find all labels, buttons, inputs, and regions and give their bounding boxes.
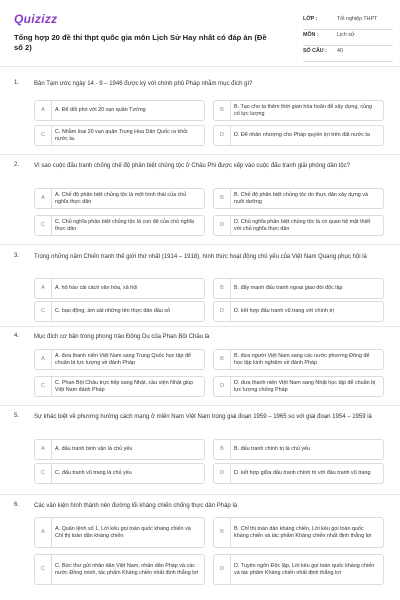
option-c[interactable] [34, 215, 205, 236]
option-a[interactable] [34, 517, 205, 548]
question-text: Các văn kiện hình thành nên đường lối kháng chiến chống thực dân Pháp là [34, 503, 238, 509]
question-divider [0, 326, 400, 327]
option-a[interactable] [34, 439, 205, 460]
question-text: Trong những năm Chiến tranh thế giới thứ nhất (1914 – 1918), hình thức hoạt động chủ yếu của Việt Nam Quang phục hội là [34, 254, 367, 260]
option-c[interactable] [34, 554, 205, 585]
option-text: C. bạo động, ám sát những tên thực dân đầu sỏ [55, 308, 171, 314]
option-letter: D [214, 126, 231, 145]
option-text: B. Tạo cho ta thêm thời gian hòa hoãn để xây dựng, củng cố lực lượng [234, 103, 373, 117]
meta-value: 40 [337, 48, 343, 54]
option-letter: B [214, 518, 231, 547]
option-letter: B [214, 350, 231, 369]
option-letter: D [214, 302, 231, 321]
option-a[interactable] [34, 100, 205, 121]
option-letter: C [35, 216, 52, 235]
meta-row-subject [303, 30, 393, 46]
option-letter: A [35, 101, 52, 120]
option-d[interactable] [213, 301, 384, 322]
meta-panel [303, 14, 393, 62]
option-text: C. Bức thư gửi nhân dân Việt Nam, nhân dân Pháp và các nước Đồng minh, tác phẩm Kháng chiến nhất định thắng lợi [55, 562, 199, 576]
question-5 [0, 413, 400, 493]
question-text: Mục đích cơ bản trong phong trào Đông Du của Phan Bội Châu là [34, 334, 210, 340]
option-text: B. đưa người Việt Nam sang các nước phương Đông để học tập kinh nghiệm về đánh Pháp [234, 352, 370, 366]
option-d[interactable] [213, 463, 384, 484]
option-letter: B [214, 440, 231, 459]
option-letter: A [35, 350, 52, 369]
option-c[interactable] [34, 301, 205, 322]
page-title: Tổng hợp 20 đề thi thpt quốc gia môn Lịch Sử Hay nhất có đáp án (Đề số 2) [14, 33, 267, 52]
option-letter: A [35, 518, 52, 547]
option-text: C. Nhằm loại 20 vạn quân Trung Hoa Dân Quốc ra khỏi nước ta. [55, 128, 188, 142]
question-divider [0, 154, 400, 155]
option-text: C. Chủ nghĩa phân biệt chủng tộc là con đẻ của chủ nghĩa thực dân [55, 218, 195, 232]
meta-label: MÔN : [303, 32, 319, 38]
question-4 [0, 333, 400, 403]
option-text: D. Tuyên ngôn Độc lập, Lời kêu gọi toàn quốc kháng chiến và tác phẩm Kháng chiến nhất định thắng lợi [234, 562, 375, 576]
option-b[interactable] [213, 100, 384, 121]
option-c[interactable] [34, 125, 205, 146]
option-b[interactable] [213, 517, 384, 548]
question-number: 2. [14, 162, 20, 168]
option-text: B. đẩy mạnh đấu tranh ngoại giao đòi độc lập [234, 285, 343, 291]
option-a[interactable] [34, 349, 205, 370]
option-b[interactable] [213, 188, 384, 209]
option-text: A. hô hào cải cách văn hóa, xã hội [55, 285, 138, 291]
option-letter: B [214, 189, 231, 208]
question-text: Sự khác biệt về phương hướng cách mạng ở miền Nam Việt Nam trong giai đoạn 1959 – 1965 so với giai đoạn 1954 – 1959 là [34, 414, 372, 420]
option-d[interactable] [213, 215, 384, 236]
option-d[interactable] [213, 125, 384, 146]
option-a[interactable] [34, 278, 205, 299]
question-text: Vì sao cuộc đấu tranh chống chế độ phân biệt chủng tộc ở Châu Phi được xếp vào cuộc đấu tranh giải phóng dân tộc? [34, 163, 351, 169]
option-text: A. Quân lệnh số 1, Lời kêu gọi toàn quốc kháng chiến và Chỉ thị toàn dân kháng chiến [55, 525, 191, 539]
option-text: D. đưa thanh niên Việt Nam sang Nhật học tập để chuẩn bị lực lượng chống Pháp [234, 379, 376, 393]
quizizz-logo[interactable]: Quizizz [14, 12, 58, 26]
option-text: A. Để đối phó với 20 vạn quân Tưởng [55, 107, 146, 113]
option-letter: C [35, 377, 52, 396]
option-b[interactable] [213, 278, 384, 299]
option-d[interactable] [213, 376, 384, 397]
option-letter: C [35, 302, 52, 321]
option-b[interactable] [213, 439, 384, 460]
meta-label: SỐ CÂU : [303, 48, 327, 54]
option-text: A. Chế độ phân biệt chủng tộc là một hình thái của chủ nghĩa thực dân [55, 191, 187, 205]
option-letter: D [214, 216, 231, 235]
option-text: D. Để nhân nhượng cho Pháp quyền lợi trên đất nước ta [234, 132, 370, 138]
question-number: 3. [14, 253, 20, 259]
option-letter: A [35, 189, 52, 208]
question-number: 4. [14, 333, 20, 339]
question-text: Bản Tạm ước ngày 14 - 9 – 1946 được ký với chính phủ Pháp nhằm mục đích gì? [34, 81, 253, 87]
option-text: A. đấu tranh binh vận là chủ yếu [55, 446, 133, 452]
question-6 [0, 502, 400, 600]
option-letter: D [214, 464, 231, 483]
header-divider [0, 66, 400, 67]
question-divider [0, 244, 400, 245]
question-2 [0, 162, 400, 242]
option-text: D. Chủ nghĩa phân biệt chủng tộc là có quan hệ mật thiết với chủ nghĩa thực dân [234, 218, 371, 232]
option-text: D. kết hợp giữa đấu tranh chính trị với đấu tranh vũ trang [234, 470, 371, 476]
option-c[interactable] [34, 463, 205, 484]
option-text: B. đấu tranh chính trị là chủ yếu [234, 446, 311, 452]
question-1 [0, 80, 400, 158]
question-divider [0, 405, 400, 406]
option-text: D. kết hợp đấu tranh vũ trang với chính trị [234, 308, 334, 314]
option-letter: A [35, 279, 52, 298]
meta-row-question-count [303, 46, 393, 62]
option-text: B. Chỉ thị toàn dân kháng chiến, Lời kêu gọi toàn quốc kháng chiến và tác phẩm Kháng chiến nhất định thắng lợi [234, 525, 372, 539]
option-letter: C [35, 126, 52, 145]
meta-value: Lịch sử [337, 32, 355, 38]
option-text: C. đấu tranh vũ trang là chủ yếu [55, 470, 132, 476]
option-letter: B [214, 101, 231, 120]
question-divider [0, 494, 400, 495]
meta-value: Tốt nghiệp THPT [337, 16, 378, 22]
option-letter: C [35, 464, 52, 483]
option-b[interactable] [213, 349, 384, 370]
option-letter: B [214, 279, 231, 298]
option-c[interactable] [34, 376, 205, 397]
question-number: 1. [14, 80, 20, 86]
option-text: A. đưa thanh niên Việt Nam sang Trung Quốc học tập để chuẩn bị lực lượng về đánh Pháp [55, 352, 191, 366]
meta-row-class [303, 14, 393, 30]
question-number: 6. [14, 502, 20, 508]
option-letter: D [214, 377, 231, 396]
meta-label: LỚP : [303, 16, 318, 22]
question-number: 5. [14, 413, 20, 419]
question-3 [0, 253, 400, 323]
option-text: B. Chế độ phân biệt chủng tộc do thực dân xây dựng và nuôi dưỡng [234, 191, 368, 205]
option-a[interactable] [34, 188, 205, 209]
option-d[interactable] [213, 554, 384, 585]
header [0, 0, 400, 62]
option-letter: D [214, 555, 231, 584]
option-letter: C [35, 555, 52, 584]
option-text: C. Phan Bội Châu trực tiếp sang Nhật, cầu viện Nhật giúp Việt Nam đánh Pháp [55, 379, 194, 393]
option-letter: A [35, 440, 52, 459]
